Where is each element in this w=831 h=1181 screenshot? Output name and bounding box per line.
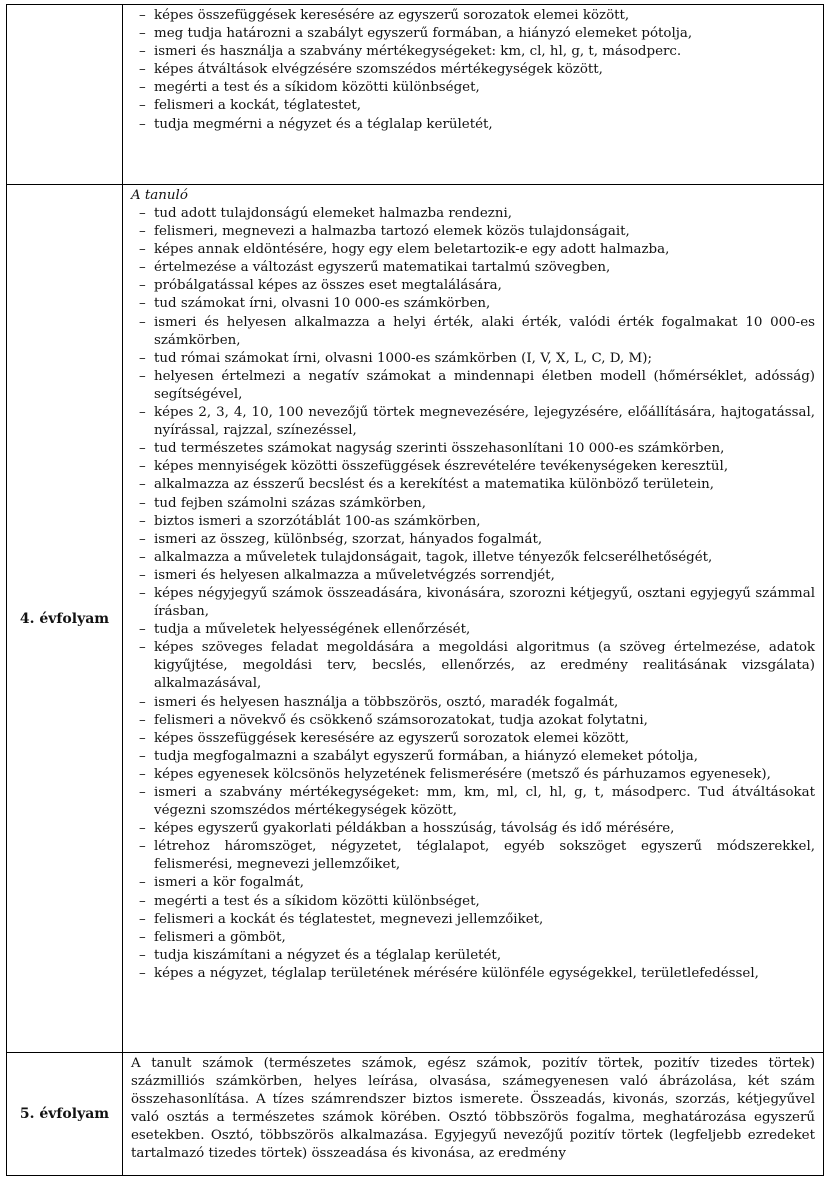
list-item: – megérti a test és a síkidom közötti különbséget, bbox=[131, 893, 815, 911]
list-item: – képes szöveges feladat megoldására a megoldási algoritmus (a szöveg értelmezése, adatok kigyűjtése, megoldási terv, becslés, ellenőrzés, az eredmény realitásának vizsgálata) alkalmazásával, bbox=[131, 639, 815, 693]
list-item: – képes mennyiségek közötti összefüggések észrevételére tevékenységeken keresztül, bbox=[131, 458, 815, 476]
paragraph-text: A tanult számok (természetes számok, egész számok, pozitív törtek, pozitív tizedes törtek) százmilliós számkörben, helyes leírása, olvasása, számegyenesen való ábrázolása, két szám összehasonlítása. A tízes számrendszer biztos ismerete. Összeadás, kivonás, szorzás, kétjegyűvel való osztás a természetes számok körében. Osztó többszörös fogalma, meghatározása egyszerű esetekben. Osztó, többszörös alkalmazása. Egyjegyű nevezőjű pozitív törtek (legfeljebb ezredeket tartalmazó tizedes törtek) összeadása és kivonása, az eredmény bbox=[131, 1056, 815, 1162]
list-item: – képes annak eldöntésére, hogy egy elem beletartozik-e egy adott halmazba, bbox=[131, 241, 815, 259]
list-item: – felismeri a gömböt, bbox=[131, 929, 815, 947]
requirements-cell bbox=[123, 185, 824, 1053]
list-item: – tud adott tulajdonságú elemeket halmazba rendezni, bbox=[131, 205, 815, 223]
list-item: – próbálgatással képes az összes eset megtalálására, bbox=[131, 277, 815, 295]
list-item: – alkalmazza az ésszerű becslést és a kerekítést a matematika különböző területein, bbox=[131, 476, 815, 494]
list-item: – ismeri és helyesen alkalmazza a helyi érték, alaki érték, valódi érték fogalmakat 10 000-es számkörben, bbox=[131, 314, 815, 350]
grade-label-cell bbox=[7, 5, 123, 185]
table-row bbox=[7, 185, 824, 1053]
list-item: – tudja kiszámítani a négyzet és a téglalap kerületét, bbox=[131, 947, 815, 965]
list-item: – meg tudja határozni a szabályt egyszerű formában, a hiányzó elemeket pótolja, bbox=[131, 25, 815, 43]
list-item: – helyesen értelmezi a negatív számokat a mindennapi életben modell (hőmérséklet, adósság) segítségével, bbox=[131, 368, 815, 404]
list-item: – képes 2, 3, 4, 10, 100 nevezőjű törtek megnevezésére, lejegyzésére, előállítására, hajtogatással, nyírással, rajzzal, színezéssel, bbox=[131, 404, 815, 440]
table-row bbox=[7, 1053, 824, 1176]
grade-label-cell: 5. évfolyam bbox=[7, 1053, 123, 1176]
list-item: – felismeri, megnevezi a halmazba tartozó elemek közös tulajdonságait, bbox=[131, 223, 815, 241]
table-row bbox=[7, 5, 824, 185]
list-item: – tudja a műveletek helyességének ellenőrzését, bbox=[131, 621, 815, 639]
requirement-list bbox=[131, 205, 815, 983]
requirements-cell bbox=[123, 1053, 824, 1176]
list-item: – képes a négyzet, téglalap területének mérésére különféle egységekkel, területlefedéssel, bbox=[131, 965, 815, 983]
list-item: – képes egyszerű gyakorlati példákban a hosszúság, távolság és idő mérésére, bbox=[131, 820, 815, 838]
list-item: – felismeri a növekvő és csökkenő számsorozatokat, tudja azokat folytatni, bbox=[131, 712, 815, 730]
intro-text: A tanuló bbox=[131, 188, 188, 203]
list-item: – képes összefüggések keresésére az egyszerű sorozatok elemei között, bbox=[131, 7, 815, 25]
list-item: – ismeri a szabvány mértékegységeket: mm, km, ml, cl, hl, g, t, másodperc. Tud átváltásokat végezni szomszédos mértékegységek között, bbox=[131, 784, 815, 820]
list-item: – képes négyjegyű számok összeadására, kivonására, szorozni kétjegyű, osztani egyjegyű számmal írásban, bbox=[131, 585, 815, 621]
list-item: – tud számokat írni, olvasni 10 000-es számkörben, bbox=[131, 295, 815, 313]
list-item: – biztos ismeri a szorzótáblát 100-as számkörben, bbox=[131, 513, 815, 531]
list-item: – képes átváltások elvégzésére szomszédos mértékegységek között, bbox=[131, 61, 815, 79]
list-item: – létrehoz háromszöget, négyzetet, téglalapot, egyéb sokszöget egyszerű módszerekkel, felismerési, megnevezi jellemzőiket, bbox=[131, 838, 815, 874]
list-item: – ismeri az összeg, különbség, szorzat, hányados fogalmát, bbox=[131, 531, 815, 549]
list-item: – ismeri és használja a szabvány mértékegységeket: km, cl, hl, g, t, másodperc. bbox=[131, 43, 815, 61]
list-item: – tudja megfogalmazni a szabályt egyszerű formában, a hiányzó elemeket pótolja, bbox=[131, 748, 815, 766]
list-item: – ismeri és helyesen használja a többszörös, osztó, maradék fogalmát, bbox=[131, 694, 815, 712]
list-item: – tud fejben számolni százas számkörben, bbox=[131, 495, 815, 513]
list-item: – tud természetes számokat nagyság szerinti összehasonlítani 10 000-es számkörben, bbox=[131, 440, 815, 458]
list-item: – képes egyenesek kölcsönös helyzetének felismerésére (metsző és párhuzamos egyenesek), bbox=[131, 766, 815, 784]
list-item: – ismeri és helyesen alkalmazza a műveletvégzés sorrendjét, bbox=[131, 567, 815, 585]
requirements-cell bbox=[123, 5, 824, 185]
list-item: – alkalmazza a műveletek tulajdonságait, tagok, illetve tényezők felcserélhetőségét, bbox=[131, 549, 815, 567]
list-item: – megérti a test és a síkidom közötti különbséget, bbox=[131, 79, 815, 97]
list-item: – tud római számokat írni, olvasni 1000-es számkörben (I, V, X, L, C, D, M); bbox=[131, 350, 815, 368]
list-item: – képes összefüggések keresésére az egyszerű sorozatok elemei között, bbox=[131, 730, 815, 748]
list-item: – felismeri a kockát és téglatestet, megnevezi jellemzőiket, bbox=[131, 911, 815, 929]
requirement-list bbox=[131, 7, 815, 134]
list-item: – értelmezése a változást egyszerű matematikai tartalmú szövegben, bbox=[131, 259, 815, 277]
list-item: – felismeri a kockát, téglatestet, bbox=[131, 97, 815, 115]
curriculum-table bbox=[6, 4, 824, 1176]
list-item: – ismeri a kör fogalmát, bbox=[131, 874, 815, 892]
list-item: – tudja megmérni a négyzet és a téglalap kerületét, bbox=[131, 116, 815, 134]
grade-label-cell: 4. évfolyam bbox=[7, 185, 123, 1053]
